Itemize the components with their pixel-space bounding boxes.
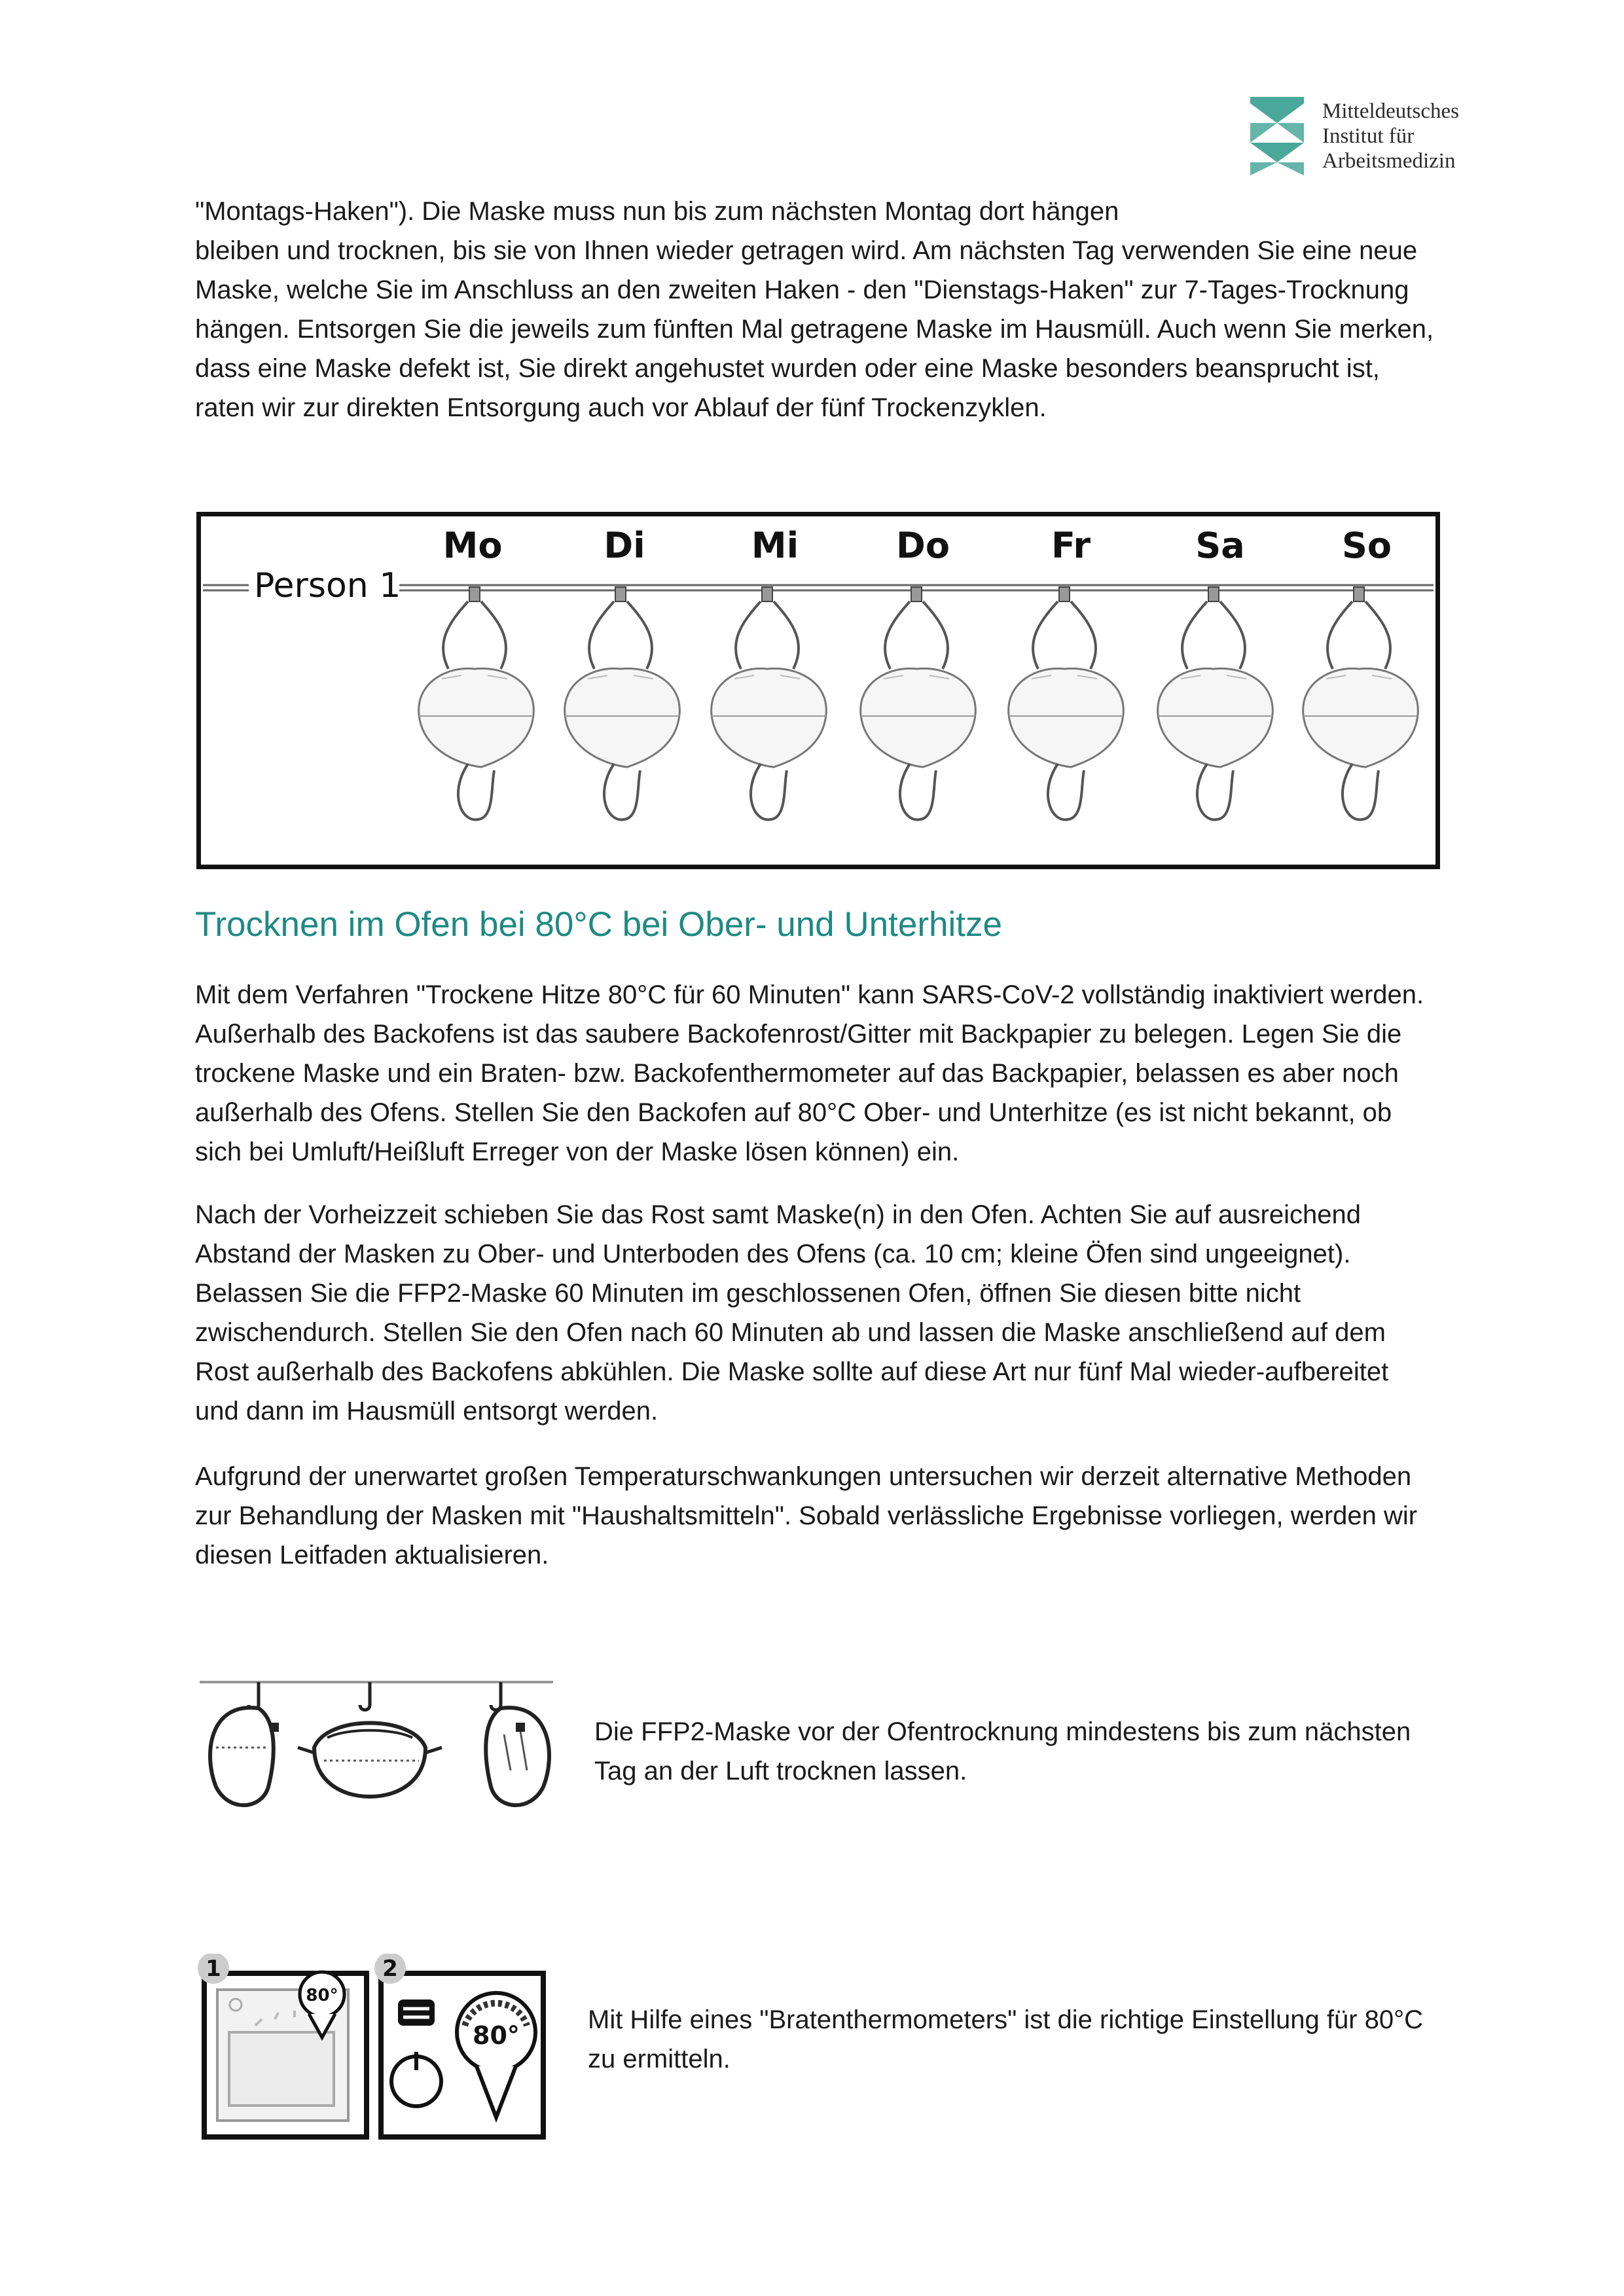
intro-rest: bleiben und trocknen, bis sie von Ihnen wieder getragen wird. Am nächsten Tag verwenden Sie eine neue Maske, welche Sie im Anschluss an den zweiten Haken - den "Dienstags-Haken" zur 7-Tages-Trocknung hängen. Entsorgen Sie die jeweils zum fünften Mal getragene Maske im Hausmüll. Auch wenn Sie merken, dass eine Maske defekt ist, Sie direkt angehustet wurden oder eine Maske besonders beansprucht ist, raten wir zur direkten Entsorgung auch vor Ablauf der fünf Trockenzyklen.: [195, 236, 1434, 422]
oven-thermometer-icon: [196, 1954, 550, 2144]
section-paragraph-1: Mit dem Verfahren "Trockene Hitze 80°C für 60 Minuten" kann SARS-CoV-2 vollständig inaktiviert werden. Außerhalb des Backofens ist das saubere Backofenrost/Gitter mit Backpapier zu belegen. Legen Sie die trockene Maske und ein Braten- bzw. Backofenthermometer auf das Backpapier, belassen es aber noch außerhalb des Ofens. Stellen Sie den Backofen auf 80°C Ober- und Unterhitze (es ist nicht bekannt, ob sich bei Umluft/Heißluft Erreger von der Maske lösen können) ein.: [195, 980, 1424, 1166]
section-paragraph-3: Aufgrund der unerwartet großen Temperaturschwankungen untersuchen wir derzeit alternative Methoden zur Behandlung der Masken mit "Haushaltsmitteln". Sobald verlässliche Ergebnisse vorliegen, werden wir diesen Leitfaden aktualisieren.: [195, 1462, 1418, 1570]
day-label-mi: Mi: [751, 525, 799, 566]
institute-logo: [1250, 84, 1564, 188]
step-badge-2: 2: [382, 1956, 398, 1982]
day-label-do: Do: [896, 525, 950, 566]
step-2-caption: Mit Hilfe eines "Bratenthermometers" ist die richtige Einstellung für 80°C zu ermitteln.: [588, 2005, 1424, 2073]
logo-line-3: Arbeitsmedizin: [1322, 149, 1456, 173]
person-label: Person 1: [254, 566, 401, 605]
intro-paragraph: [195, 192, 1439, 427]
thermometer-value-2: 80°: [473, 2021, 520, 2050]
day-label-fr: Fr: [1051, 525, 1091, 566]
day-label-sa: Sa: [1195, 525, 1245, 566]
day-label-so: So: [1342, 525, 1392, 566]
intro-first-line: "Montags-Haken"). Die Maske muss nun bis zum nächsten Montag dort hängen: [195, 197, 1119, 226]
thermometer-value-1: 80°: [306, 1986, 338, 2005]
step-badge-1: 1: [206, 1956, 221, 1982]
section-paragraph-2: Nach der Vorheizzeit schieben Sie das Rost samt Maske(n) in den Ofen. Achten Sie auf ausreichend Abstand der Masken zu Ober- und Unterboden des Ofens (ca. 10 cm; kleine Öfen sind ungeeignet). Belassen Sie die FFP2-Maske 60 Minuten im geschlossenen Ofen, öffnen Sie diesen bitte nicht zwischendurch. Stellen Sie den Ofen nach 60 Minuten ab und lassen die Maske anschließend auf dem Rost außerhalb des Backofens abkühlen. Die Maske sollte auf diese Art nur fünf Mal wieder-aufbereitet und dann im Hausmüll entsorgt werden.: [195, 1200, 1389, 1426]
step-1-caption: Die FFP2-Maske vor der Ofentrocknung mindestens bis zum nächsten Tag an der Luft trocknen lassen.: [594, 1717, 1411, 1785]
section-heading: Trocknen im Ofen bei 80°C bei Ober- und Unterhitze: [195, 905, 1002, 944]
logo-line-2: Institut für: [1322, 124, 1415, 148]
logo-text: [1322, 99, 1459, 173]
weekly-drying-illustration: [196, 512, 1440, 869]
day-label-di: Di: [604, 525, 645, 566]
dna-helix-logo-icon: [1250, 97, 1304, 175]
hanging-masks-icon: [196, 1676, 563, 1839]
day-label-mo: Mo: [442, 525, 503, 566]
logo-line-1: Mitteldeutsches: [1322, 99, 1459, 123]
weekly-drying-figure: [196, 512, 1440, 869]
